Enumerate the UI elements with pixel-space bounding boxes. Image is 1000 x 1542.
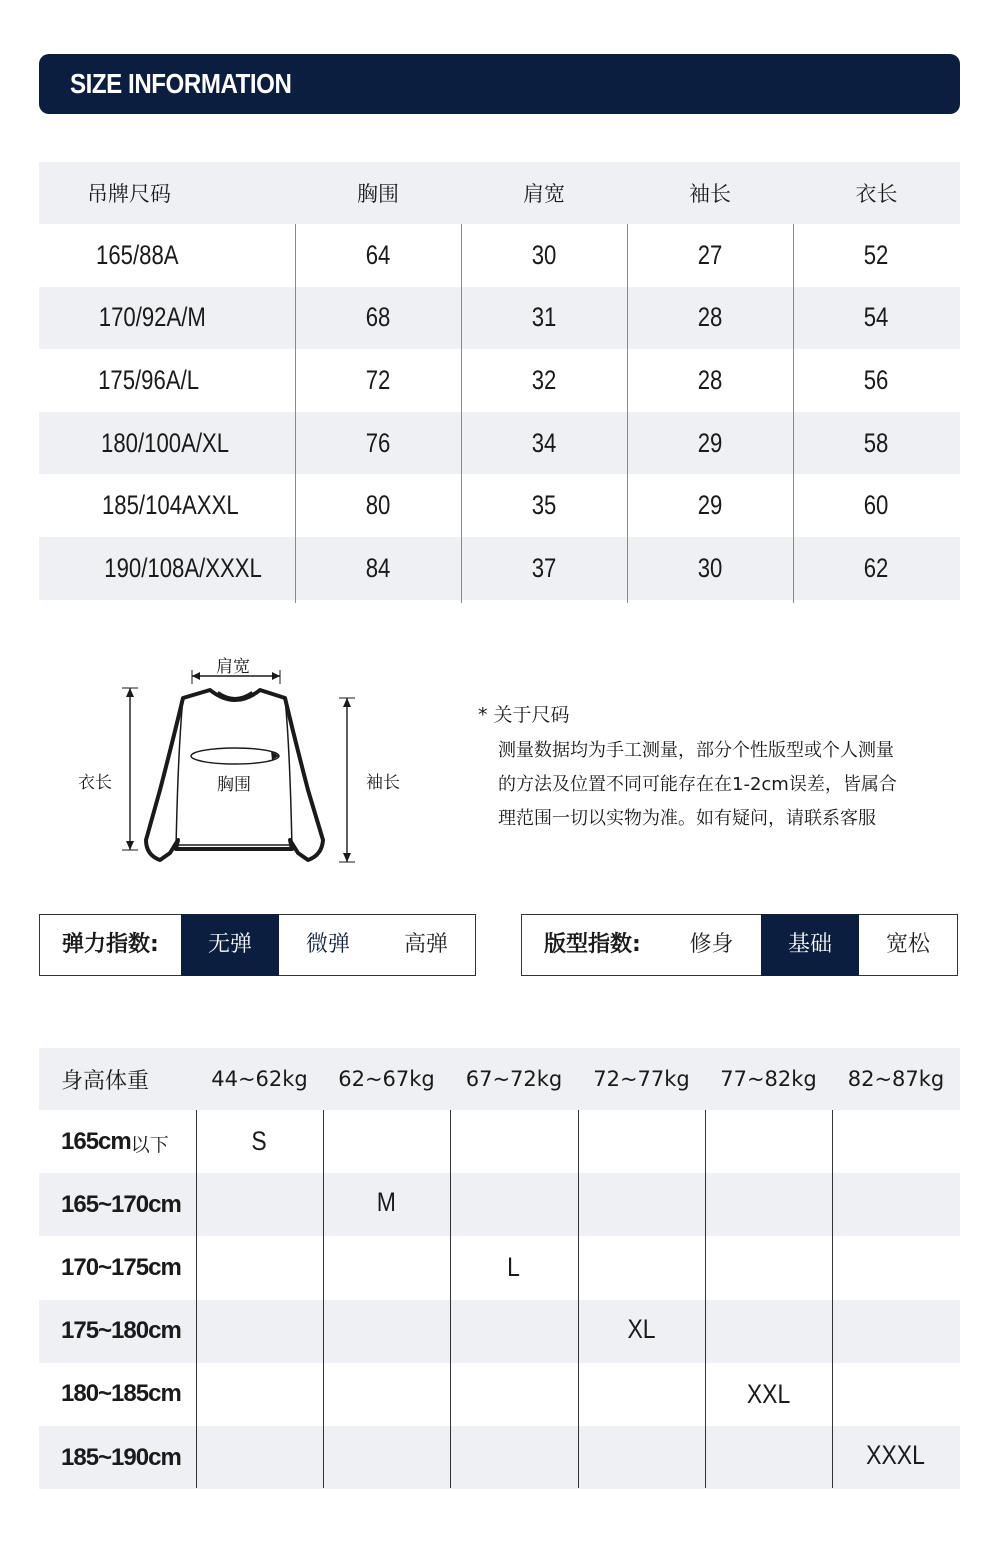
- height-cell: 165~170cm: [61, 1190, 181, 1218]
- fit-label: 版型指数:: [544, 932, 641, 957]
- length-cell: 56: [864, 364, 889, 395]
- shoulder-cell: 37: [531, 552, 557, 583]
- size-cell: S: [251, 1126, 268, 1157]
- size-cell: XXL: [746, 1378, 791, 1409]
- header-bar: [39, 54, 960, 114]
- garment-diagram: [60, 640, 400, 880]
- sleeve-cell: 27: [697, 239, 723, 270]
- notes-line: 理范围一切以实物为准。如有疑问，请联系客服: [498, 808, 876, 829]
- chest-cell: 64: [365, 239, 391, 270]
- weight-header: 77~82kg: [720, 1067, 817, 1091]
- tag-size-cell: 175/96A/L: [98, 364, 200, 395]
- shoulder-cell: 35: [531, 490, 557, 521]
- corner-header: 身高体重: [61, 1068, 150, 1094]
- sleeve-cell: 28: [697, 364, 723, 395]
- weight-header: 72~77kg: [593, 1067, 690, 1091]
- length-label: 衣长: [78, 773, 112, 793]
- elasticity-label: 弹力指数:: [62, 932, 159, 957]
- table-row: [39, 412, 960, 475]
- reference-table-header: [39, 1048, 960, 1110]
- height-cell: 175~180cm: [61, 1317, 181, 1345]
- elasticity-index: [39, 914, 476, 976]
- length-cell: 62: [864, 552, 889, 583]
- size-notes: [478, 700, 958, 836]
- tag-size-cell: 165/88A: [96, 239, 179, 270]
- col-header-chest: 胸围: [357, 182, 399, 206]
- table-row: [39, 1426, 960, 1489]
- column-divider: [705, 1110, 706, 1488]
- elasticity-option-slight[interactable]: 微弹: [305, 932, 350, 957]
- table-row: [39, 1110, 960, 1173]
- table-row: [39, 287, 960, 350]
- length-cell: 58: [864, 427, 889, 458]
- table-row: [39, 1173, 960, 1236]
- chest-cell: 68: [365, 302, 391, 333]
- sleeve-cell: 28: [697, 302, 723, 333]
- column-divider: [793, 224, 794, 603]
- sleeve-cell: 30: [697, 552, 723, 583]
- size-cell: XXXL: [866, 1439, 926, 1470]
- sleeve-cell: 29: [697, 490, 723, 521]
- weight-header: 82~87kg: [847, 1067, 945, 1091]
- col-header-length: 衣长: [855, 182, 898, 206]
- column-divider: [461, 224, 462, 603]
- size-cell: M: [376, 1187, 397, 1218]
- fit-option-regular[interactable]: 基础: [761, 914, 859, 976]
- weight-header: 62~67kg: [338, 1067, 435, 1091]
- sleeve-label: 袖长: [366, 773, 400, 793]
- tag-size-cell: 185/104AXXL: [101, 490, 239, 521]
- page-title: SIZE INFORMATION: [70, 68, 292, 99]
- length-cell: 52: [864, 239, 889, 270]
- tag-size-cell: 170/92A/M: [98, 302, 206, 333]
- fit-option-loose[interactable]: 宽松: [885, 932, 930, 957]
- column-divider: [578, 1110, 579, 1488]
- weight-header: 67~72kg: [465, 1067, 563, 1091]
- height-suffix: 以下: [130, 1134, 169, 1157]
- elasticity-option-high[interactable]: 高弹: [403, 932, 448, 957]
- chest-cell: 80: [365, 490, 391, 521]
- shoulder-cell: 31: [531, 302, 557, 333]
- notes-body: [478, 734, 958, 836]
- chest-cell: 84: [365, 552, 391, 583]
- tag-size-cell: 190/108A/XXXL: [104, 552, 262, 583]
- size-reference-table: [39, 1048, 960, 1489]
- col-header-tag-size: 吊牌尺码: [87, 182, 171, 206]
- chest-cell: 76: [365, 427, 391, 458]
- shoulder-label: 肩宽: [216, 657, 250, 677]
- table-row: [39, 349, 960, 412]
- size-cell: XL: [627, 1313, 656, 1344]
- shoulder-cell: 30: [531, 239, 557, 270]
- size-table: [39, 162, 960, 600]
- notes-line: 测量数据均为手工测量，部分个性版型或个人测量: [498, 740, 894, 761]
- fit-index: [521, 914, 958, 976]
- height-cell: 170~175cm: [61, 1253, 181, 1281]
- column-divider: [832, 1110, 833, 1488]
- length-cell: 54: [864, 302, 889, 333]
- length-cell: 60: [864, 490, 889, 521]
- notes-line: 的方法及位置不同可能存在在1-2cm误差，皆属合: [498, 774, 897, 795]
- elasticity-option-none[interactable]: 无弹: [181, 914, 279, 976]
- column-divider: [323, 1110, 324, 1488]
- weight-header: 44~62kg: [211, 1067, 308, 1091]
- fit-option-slim[interactable]: 修身: [689, 932, 734, 957]
- shoulder-cell: 34: [531, 427, 557, 458]
- col-header-shoulder: 肩宽: [523, 182, 565, 206]
- sleeve-cell: 29: [697, 427, 723, 458]
- column-divider: [450, 1110, 451, 1488]
- shoulder-cell: 32: [531, 364, 557, 395]
- column-divider: [627, 224, 628, 603]
- table-row: [39, 537, 960, 600]
- table-row: [39, 1236, 960, 1299]
- column-divider: [295, 224, 296, 603]
- height-cell: 185~190cm: [61, 1443, 181, 1471]
- size-cell: L: [507, 1252, 521, 1283]
- table-row: [39, 1363, 960, 1426]
- table-row: [39, 1300, 960, 1363]
- column-divider: [196, 1110, 197, 1488]
- col-header-sleeve: 袖长: [689, 182, 731, 206]
- chest-label: 胸围: [217, 775, 251, 795]
- height-cell: 165cm 以下: [61, 1127, 169, 1157]
- tag-size-cell: 180/100A/XL: [101, 427, 230, 458]
- table-row: [39, 474, 960, 537]
- chest-cell: 72: [365, 364, 391, 395]
- table-row: [39, 224, 960, 287]
- height-cell: 180~185cm: [61, 1380, 181, 1408]
- size-table-header: [39, 162, 960, 224]
- notes-title: * 关于尺码: [478, 704, 570, 726]
